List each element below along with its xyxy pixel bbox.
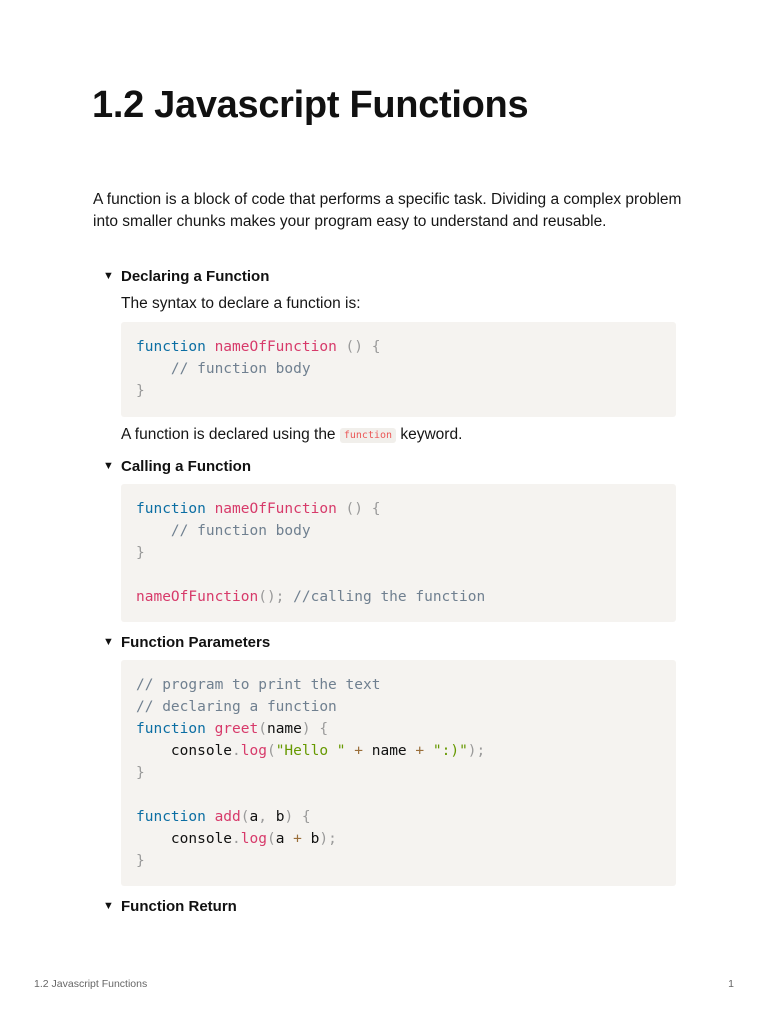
code-token-comment: // declaring a function	[136, 699, 337, 715]
code-token-punct: (	[258, 721, 267, 737]
keyword-text-before: A function is declared using the	[121, 426, 340, 443]
code-token-punct: () {	[336, 339, 381, 355]
toggle-heading: Calling a Function	[121, 457, 251, 475]
code-token-string: "Hello "	[275, 743, 346, 759]
code-token-keyword: function	[136, 501, 206, 517]
code-token-plain	[424, 743, 433, 759]
code-token-punct: (	[266, 743, 276, 759]
code-token-operator: +	[415, 743, 425, 759]
code-token-keyword: function	[136, 339, 206, 355]
code-token-function: nameOfFunction	[214, 501, 337, 517]
toggle-function-return[interactable]	[103, 896, 237, 916]
code-token-punct: ) {	[301, 721, 329, 737]
code-token-plain: console	[136, 743, 233, 759]
code-token-comment: // function body	[136, 361, 311, 377]
code-token-plain	[206, 501, 215, 517]
code-line	[136, 520, 661, 542]
keyword-explanation	[121, 424, 462, 447]
code-token-punct: (	[266, 831, 276, 847]
code-token-comment: // function body	[136, 523, 311, 539]
code-token-punct: }	[136, 383, 145, 399]
code-token-function: log	[240, 743, 267, 759]
triangle-down-icon: ▼	[103, 636, 114, 648]
code-token-plain: name	[266, 721, 302, 737]
code-token-function: nameOfFunction	[214, 339, 337, 355]
footer-doc-title: 1.2 Javascript Functions	[34, 978, 148, 990]
toggle-calling-function[interactable]	[103, 456, 251, 476]
code-line	[136, 564, 661, 586]
toggle-heading: Declaring a Function	[121, 267, 270, 285]
triangle-down-icon: ▼	[103, 270, 114, 282]
toggle-declaring-function[interactable]	[103, 266, 269, 286]
inline-code-function: function	[340, 428, 396, 443]
code-line	[136, 740, 661, 762]
code-token-function: nameOfFunction	[136, 589, 259, 605]
code-token-string: ":)"	[432, 743, 468, 759]
code-token-punct: }	[136, 765, 145, 781]
code-token-plain: b	[301, 831, 320, 847]
code-token-punct: );	[467, 743, 486, 759]
code-line	[136, 674, 661, 696]
code-line	[136, 806, 661, 828]
code-token-plain: a	[249, 809, 259, 825]
toggle-heading: Function Return	[121, 897, 237, 915]
footer-page-number: 1	[728, 978, 734, 990]
code-line	[136, 542, 661, 564]
toggle-heading: Function Parameters	[121, 633, 271, 651]
code-token-plain: a	[275, 831, 294, 847]
code-token-operator: +	[354, 743, 364, 759]
code-token-plain: console	[136, 831, 233, 847]
code-token-punct: .	[232, 831, 241, 847]
page-title: 1.2 Javascript Functions	[92, 84, 529, 126]
code-line	[136, 336, 661, 358]
code-line	[136, 358, 661, 380]
code-token-plain	[206, 809, 215, 825]
toggle-function-parameters[interactable]	[103, 632, 270, 652]
code-token-punct: );	[319, 831, 337, 847]
code-line	[136, 718, 661, 740]
code-token-comment: // program to print the text	[136, 677, 381, 693]
code-token-punct: ();	[258, 589, 285, 605]
code-token-plain	[346, 743, 355, 759]
code-token-punct: ,	[258, 809, 276, 825]
code-token-comment: //calling the function	[284, 589, 486, 605]
code-line	[136, 784, 661, 806]
code-token-plain	[206, 721, 215, 737]
code-token-keyword: function	[136, 809, 206, 825]
code-block-calling	[121, 484, 676, 622]
code-token-punct: }	[136, 853, 145, 869]
code-line	[136, 762, 661, 784]
code-line	[136, 586, 661, 608]
triangle-down-icon: ▼	[103, 900, 114, 912]
code-line	[136, 696, 661, 718]
code-line	[136, 850, 661, 872]
code-token-plain	[206, 339, 215, 355]
syntax-intro-text: The syntax to declare a function is:	[121, 295, 361, 312]
code-token-punct: (	[240, 809, 250, 825]
code-line	[136, 498, 661, 520]
code-token-function: add	[214, 809, 241, 825]
code-token-punct: () {	[336, 501, 381, 517]
code-token-function: log	[240, 831, 267, 847]
code-token-function: greet	[214, 721, 259, 737]
intro-paragraph: A function is a block of code that performs a specific task. Dividing a complex problem into smaller chunks makes your program easy to understand and reusable.	[93, 191, 682, 230]
code-token-operator: +	[293, 831, 302, 847]
code-token-plain: b	[275, 809, 285, 825]
keyword-text-after: keyword.	[396, 426, 463, 443]
code-token-punct: .	[232, 743, 241, 759]
code-line	[136, 380, 661, 402]
code-line	[136, 828, 661, 850]
code-block-declaring	[121, 322, 676, 417]
code-token-keyword: function	[136, 721, 206, 737]
triangle-down-icon: ▼	[103, 460, 114, 472]
code-token-plain: name	[363, 743, 416, 759]
code-token-punct: }	[136, 545, 145, 561]
code-token-punct: ) {	[284, 809, 311, 825]
code-block-parameters	[121, 660, 676, 886]
